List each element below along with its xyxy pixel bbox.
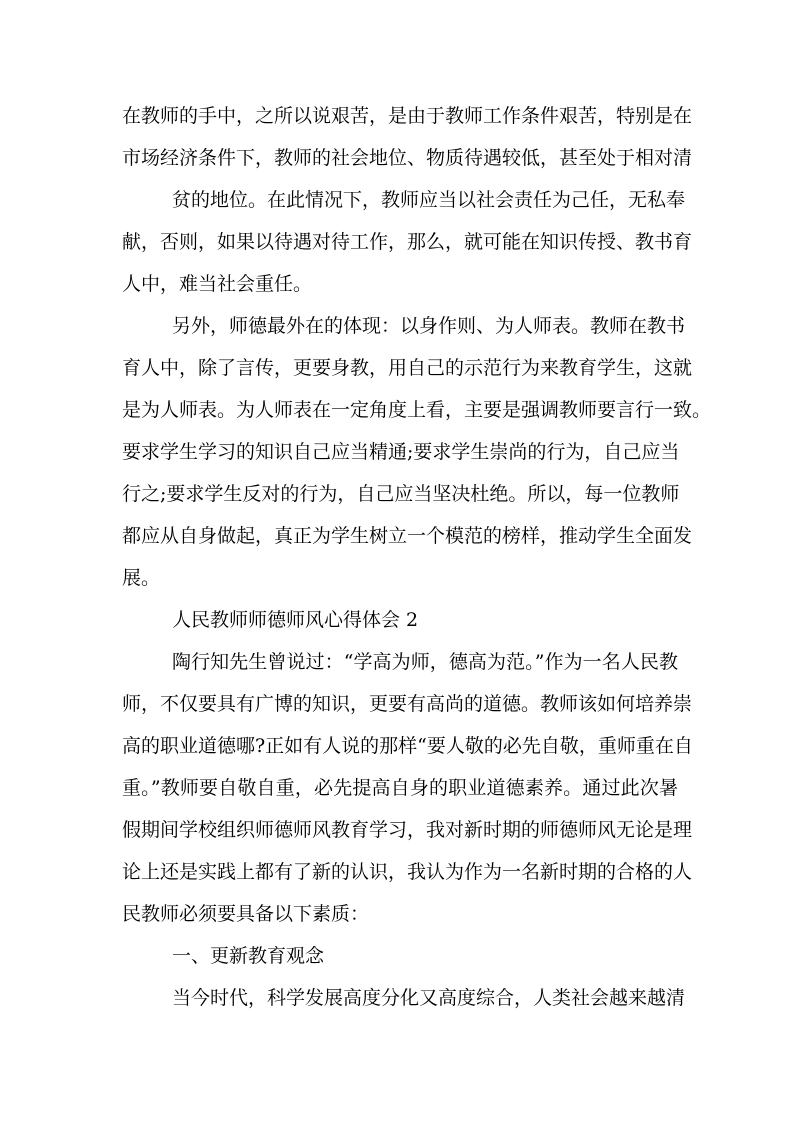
text-line: 贫的地位。在此情况下，教师应当以社会责任为己任，无私奉 <box>172 189 686 211</box>
text-line: 另外，师德最外在的体现：以身作则、为人师表。教师在教书 <box>172 315 686 337</box>
text-line: 都应从自身做起，真正为学生树立一个模范的榜样，推动学生全面发 <box>122 525 693 547</box>
text-line: 在教师的手中，之所以说艰苦，是由于教师工作条件艰苦，特别是在 <box>122 105 693 127</box>
text-line: 重。”教师要自敬自重，必先提高自身的职业道德素养。通过此次暑 <box>122 777 678 799</box>
text-line: 行之;要求学生反对的行为，自己应当坚决杜绝。所以，每一位教师 <box>122 483 680 505</box>
text-line: 民教师必须要具备以下素质： <box>122 903 370 925</box>
text-line: 假期间学校组织师德师风教育学习，我对新时期的师德师风无论是理 <box>122 819 693 841</box>
text-line: 高的职业道德哪?正如有人说的那样“要人敬的必先自敬，重师重在自 <box>122 735 693 757</box>
text-line: 师，不仅要具有广博的知识，更要有高尚的道德。教师该如何培养崇 <box>122 693 693 715</box>
text-line: 献，否则，如果以待遇对待工作，那么，就可能在知识传授、教书育 <box>122 231 693 253</box>
text-line: 育人中，除了言传，更要身教，用自己的示范行为来教育学生，这就 <box>122 357 693 379</box>
section-heading: 人民教师师德师风心得体会 2 <box>172 609 419 631</box>
text-line: 论上还是实践上都有了新的认识，我认为作为一名新时期的合格的人 <box>122 861 693 883</box>
text-line: 要求学生学习的知识自己应当精通;要求学生崇尚的行为，自己应当 <box>122 441 680 463</box>
text-line: 当今时代，科学发展高度分化又高度综合，人类社会越来越清 <box>172 987 686 1009</box>
subsection-heading: 一、更新教育观念 <box>172 945 325 967</box>
text-line: 人中，难当社会重任。 <box>122 273 313 295</box>
text-line: 市场经济条件下，教师的社会地位、物质待遇较低，甚至处于相对清 <box>122 147 693 169</box>
text-line: 陶行知先生曾说过：“学高为师，德高为范。”作为一名人民教 <box>172 651 678 673</box>
text-line: 是为人师表。为人师表在一定角度上看，主要是强调教师要言行一致。 <box>122 399 712 421</box>
text-line: 展。 <box>122 567 161 589</box>
